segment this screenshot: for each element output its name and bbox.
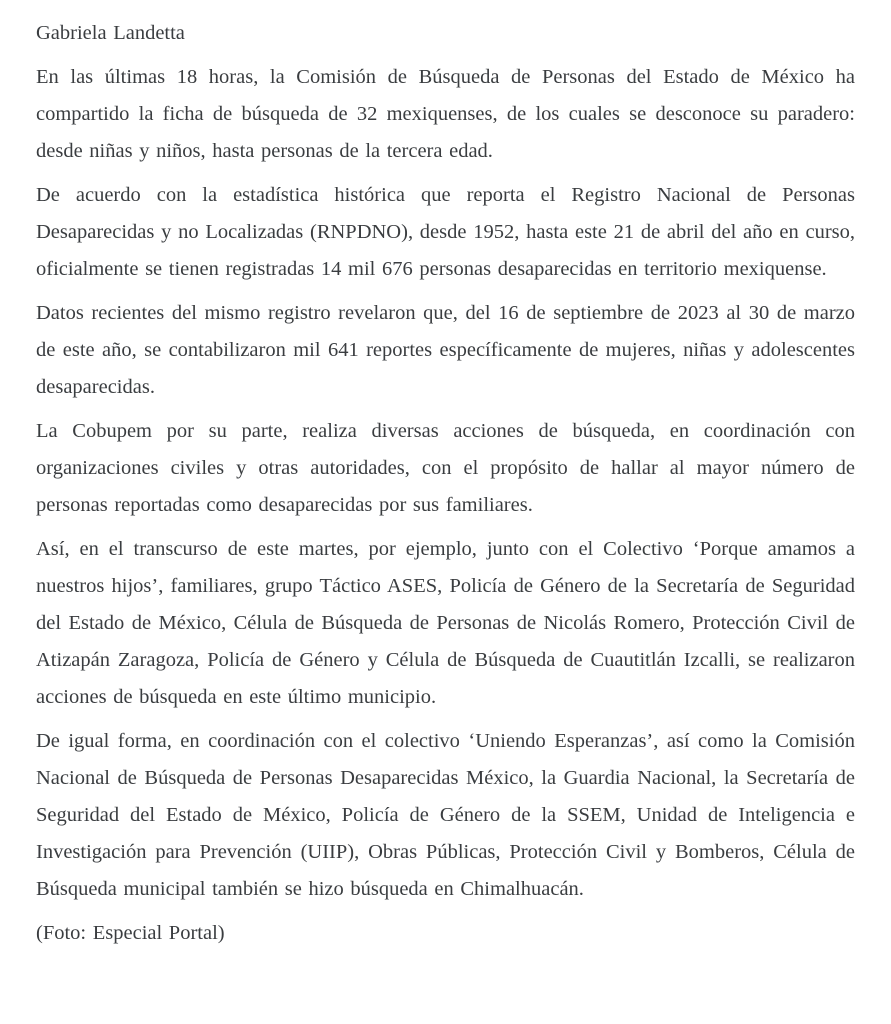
article-paragraph: De igual forma, en coordinación con el colectivo ‘Uniendo Esperanzas’, así como la Comisión Nacional de Búsqueda de Personas Desaparecidas México, la Guardia Nacional, la Secretaría de Seguridad del Estado de México, Policía de Género de la SSEM, Unidad de Inteligencia e Investigación para Prevención (UIIP), Obras Públicas, Protección Civil y Bomberos, Célula de Búsqueda municipal también se hizo búsqueda en Chimalhuacán. bbox=[36, 730, 855, 900]
article-paragraph: De acuerdo con la estadística histórica que reporta el Registro Nacional de Personas Desaparecidas y no Localizadas (RNPDNO), desde 1952, hasta este 21 de abril del año en curso, oficialmente se tienen registradas 14 mil 676 personas desaparecidas en territorio mexiquense. bbox=[36, 184, 855, 280]
article-paragraph: La Cobupem por su parte, realiza diversas acciones de búsqueda, en coordinación con organizaciones civiles y otras autoridades, con el propósito de hallar al mayor número de personas reportadas como desaparecidas por sus familiares. bbox=[36, 420, 855, 516]
article-paragraph: En las últimas 18 horas, la Comisión de Búsqueda de Personas del Estado de México ha compartido la ficha de búsqueda de 32 mexiquenses, de los cuales se desconoce su paradero: desde niñas y niños, hasta personas de la tercera edad. bbox=[36, 66, 855, 162]
article-paragraph: Datos recientes del mismo registro revelaron que, del 16 de septiembre de 2023 al 30 de marzo de este año, se contabilizaron mil 641 reportes específicamente de mujeres, niñas y adolescentes desaparecidas. bbox=[36, 302, 855, 398]
photo-credit: (Foto: Especial Portal) bbox=[36, 922, 225, 944]
article-paragraph: Así, en el transcurso de este martes, por ejemplo, junto con el Colectivo ‘Porque amamos a nuestros hijos’, familiares, grupo Táctico ASES, Policía de Género de la Secretaría de Seguridad del Estado de México, Célula de Búsqueda de Personas de Nicolás Romero, Protección Civil de Atizapán Zaragoza, Policía de Género y Célula de Búsqueda de Cuautitlán Izcalli, se realizaron acciones de búsqueda en este último municipio. bbox=[36, 538, 855, 708]
author-byline: Gabriela Landetta bbox=[36, 22, 185, 44]
